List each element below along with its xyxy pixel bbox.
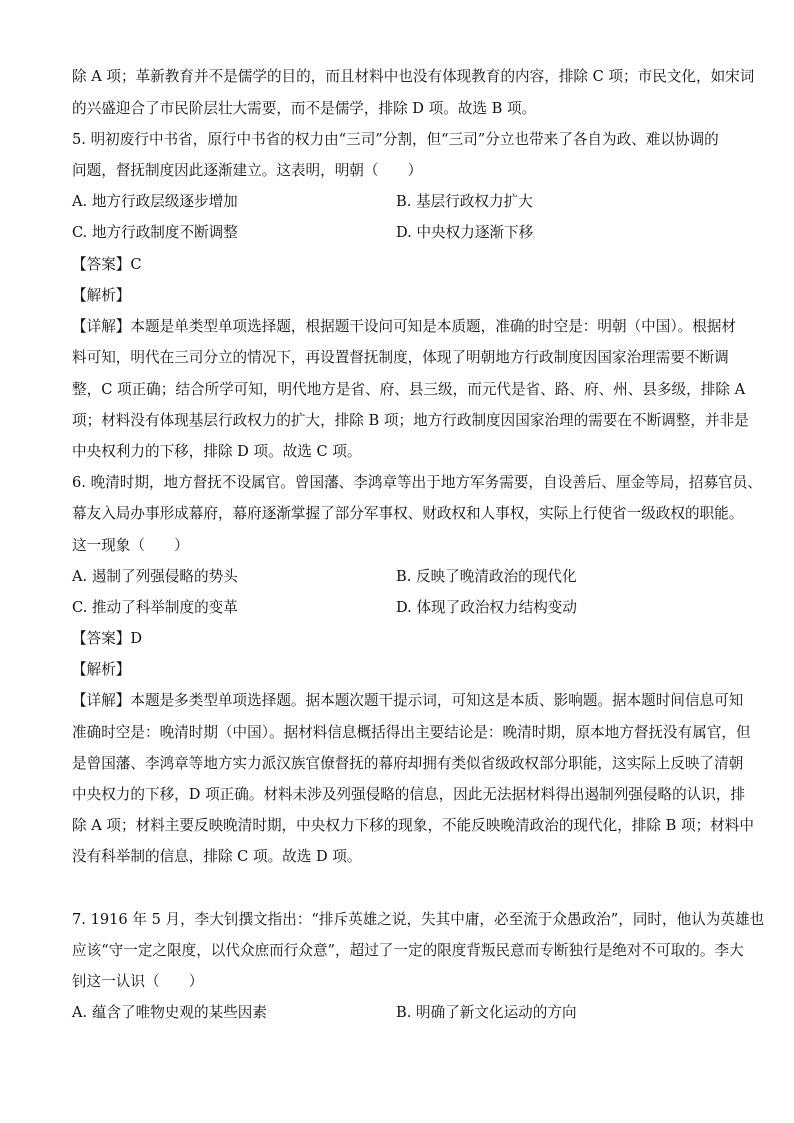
q7-stem-line: 应该“守一定之限度，以代众庶而行众意”，超过了一定的限度背叛民意而专断独行是绝对不可取的。李大	[72, 942, 744, 959]
q5-stem-line: 5. 明初废行中书省，原行中书省的权力由“三司”分割，但“三司”分立也带来了各自为政、难以协调的	[72, 131, 719, 148]
q6-stem-line: 这一现象（ ）	[72, 537, 189, 554]
q5-detail-line: 整，C 项正确；结合所学可知，明代地方是省、府、县三级，而元代是省、路、府、州、县多级，排除 A	[72, 381, 746, 398]
q5-answer: 【答案】C	[72, 256, 142, 273]
q5-option-b: B. 基层行政权力扩大	[396, 193, 533, 210]
q7-option-a: A. 蕴含了唯物史观的某些因素	[72, 1004, 267, 1021]
q7-stem-line: 钊这一认识（ ）	[72, 973, 204, 990]
q6-analysis-label: 【解析】	[72, 661, 131, 678]
q5-option-c: C. 地方行政制度不断调整	[72, 224, 238, 241]
q5-analysis-label: 【解析】	[72, 287, 131, 304]
q6-answer: 【答案】D	[72, 630, 143, 647]
intro-line: 除 A 项；革新教育并不是儒学的目的，而且材料中也没有体现教育的内容，排除 C 项；市民文化，如宋词	[72, 68, 755, 85]
q6-option-d: D. 体现了政治权力结构变动	[396, 599, 577, 616]
q6-option-b: B. 反映了晚清政治的现代化	[396, 568, 577, 585]
q6-detail-line: 中央权力的下移，D 项正确。材料未涉及列强侵略的信息，因此无法据材料得出遏制列强侵略的认识，排	[72, 786, 746, 803]
q6-detail-line: 【详解】本题是多类型单项选择题。据本题次题干提示词，可知这是本质、影响题。据本题时间信息可知	[72, 692, 744, 709]
q5-detail-line: 【详解】本题是单类型单项选择题，根据题干设问可知是本质题，准确的时空是：明朝（中国）。根据材	[72, 318, 737, 335]
q6-detail-line: 除 A 项；材料主要反映晚清时期，中央权力下移的现象，不能反映晚清政治的现代化，排除 B 项；材料中	[72, 817, 754, 834]
q5-stem-line: 问题，督抚制度因此逐渐建立。这表明，明朝（ ）	[72, 162, 423, 179]
q6-detail-line: 准确时空是：晚清时期（中国）。据材料信息概括得出主要结论是：晚清时期，原本地方督抚没有属官，但	[72, 724, 751, 741]
q6-stem-line: 6. 晚清时期，地方督抚不设属官。曾国藩、李鸿章等出于地方军务需要，自设善后、厘金等局，招募官员、	[72, 474, 762, 491]
q5-option-d: D. 中央权力逐渐下移	[396, 224, 534, 241]
q6-option-a: A. 遏制了列强侵略的势头	[72, 568, 238, 585]
q5-detail-line: 项；材料没有体现基层行政权力的扩大，排除 B 项；地方行政制度因国家治理的需要在不断调整，并非是	[72, 412, 749, 429]
intro-line: 的兴盛迎合了市民阶层壮大需要，而不是儒学，排除 D 项。故选 B 项。	[72, 100, 537, 117]
q6-detail-line: 是曾国藩、李鸿章等地方实力派汉族官僚督抚的幕府却拥有类似省级政权部分职能，这实际上反映了清朝	[72, 755, 744, 772]
q5-detail-line: 料可知，明代在三司分立的情况下，再设置督抚制度，体现了明朝地方行政制度因国家治理需要不断调	[72, 349, 729, 366]
q7-option-b: B. 明确了新文化运动的方向	[396, 1004, 577, 1021]
q5-detail-line: 中央权利力的下移，排除 D 项。故选 C 项。	[72, 443, 362, 460]
q6-stem-line: 幕友入局办事形成幕府，幕府逐渐掌握了部分军事权、财政权和人事权，实际上行使省一级政权的职能。	[72, 505, 744, 522]
q5-option-a: A. 地方行政层级逐步增加	[72, 193, 238, 210]
q6-detail-line: 没有科举制的信息，排除 C 项。故选 D 项。	[72, 848, 362, 865]
q6-option-c: C. 推动了科举制度的变革	[72, 599, 238, 616]
q7-stem-line: 7. 1916 年 5 月，李大钊撰文指出：“排斥英雄之说，失其中庸，必至流于众愚政治”，同时，他认为英雄也	[72, 911, 765, 928]
